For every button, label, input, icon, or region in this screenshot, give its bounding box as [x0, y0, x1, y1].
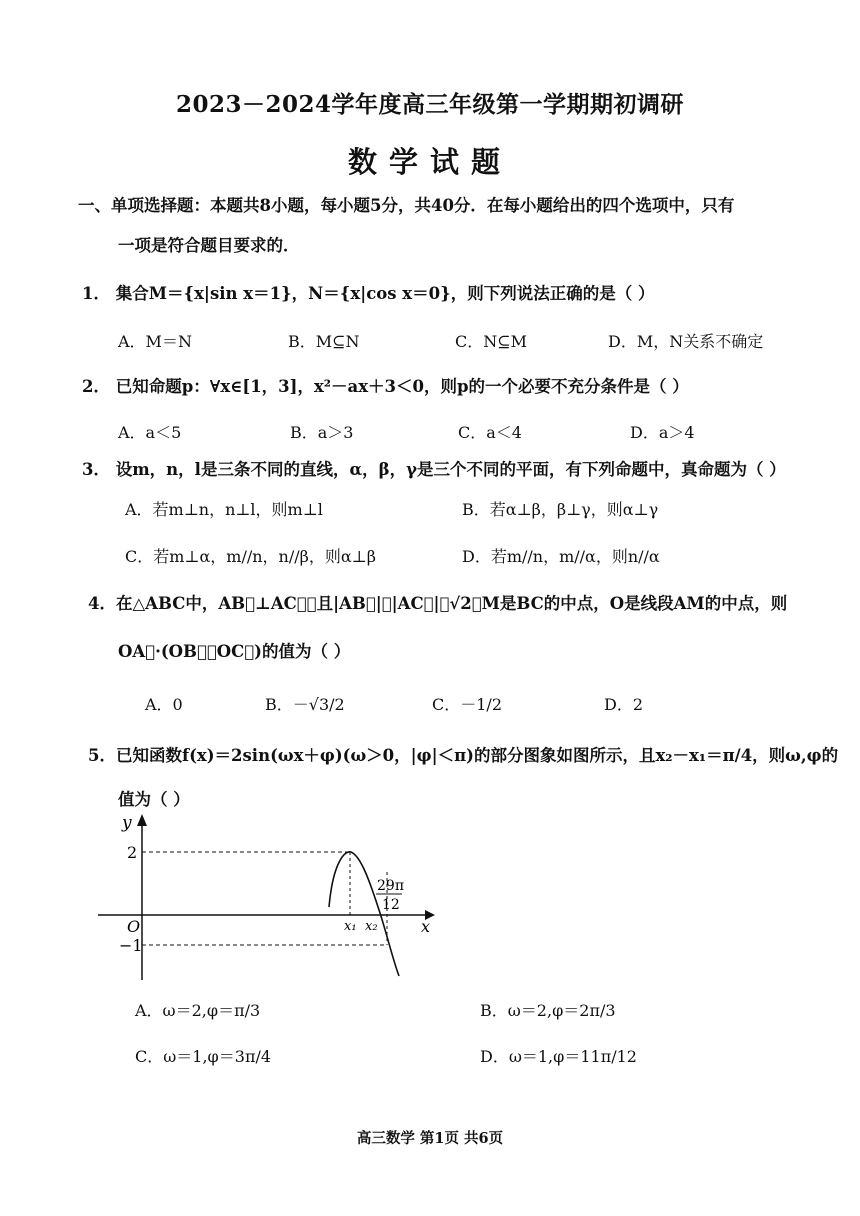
- y-label: y: [122, 813, 132, 833]
- q4-option-c: C．－1/2: [432, 695, 502, 714]
- subject-title: 数学试题: [347, 145, 512, 179]
- question-5-stem-line2: 值为（ ）: [118, 790, 190, 809]
- q4-option-d: D．2: [604, 695, 644, 714]
- origin-label: O: [127, 917, 141, 936]
- q1-option-a: A．M＝N: [118, 332, 192, 351]
- frac-denominator: 12: [382, 897, 400, 913]
- q1-option-b: B．M⊆N: [288, 332, 360, 351]
- q2-option-b: B．a＞3: [290, 423, 354, 442]
- x2-label: x₂: [365, 919, 378, 934]
- q2-option-a: A．a＜5: [118, 423, 182, 442]
- y-tick-neg1: −1: [119, 936, 143, 955]
- x1-label: x₁: [344, 919, 357, 934]
- question-4-stem: 4．在△ABC中，AB⃗⊥AC⃗，且|AB⃗|＝|AC⃗|＝√2，M是BC的中点，O是线段AM的中点，则: [88, 594, 788, 613]
- q5-option-a: A．ω＝2,φ＝π/3: [135, 1001, 261, 1020]
- q3-option-d: D．若m//n，m//α，则n//α: [462, 547, 660, 566]
- question-2-stem: 2． 已知命题p：∀x∈[1，3]，x²－ax＋3＜0，则p的一个必要不充分条件是（ ）: [82, 377, 689, 396]
- exam-title: 2023－2024学年度高三年级第一学期期初调研: [175, 91, 685, 118]
- q4-option-a: A．0: [145, 695, 183, 714]
- q3-option-c: C．若m⊥α，m//n，n//β，则α⊥β: [125, 547, 376, 566]
- page-footer: 高三数学 第1页 共6页: [356, 1130, 504, 1147]
- y-tick-2: 2: [127, 843, 138, 862]
- q2-option-d: D．a＞4: [630, 423, 695, 442]
- q3-option-b: B．若α⊥β，β⊥γ，则α⊥γ: [462, 500, 659, 519]
- x-label: x: [421, 917, 431, 936]
- q4-option-b: B．－√3/2: [265, 695, 345, 714]
- section-heading-line1: 一、单项选择题：本题共8小题，每小题5分，共40分．在每小题给出的四个选项中，只有: [78, 196, 735, 215]
- q1-option-c: C．N⊆M: [455, 332, 528, 351]
- q5-option-d: D．ω＝1,φ＝11π/12: [480, 1047, 637, 1066]
- section-heading-line2: 一项是符合题目要求的．: [118, 236, 300, 255]
- q3-option-a: A．若m⊥n，n⊥l，则m⊥l: [125, 500, 323, 519]
- question-1-stem: 1． 集合M＝{x|sin x＝1}，N＝{x|cos x＝0}，则下列说法正确的是（ ）: [82, 284, 655, 303]
- q5-option-b: B．ω＝2,φ＝2π/3: [480, 1001, 616, 1020]
- question-3-stem: 3． 设m，n，l是三条不同的直线，α，β，γ是三个不同的平面，有下列命题中，真命题为（ ）: [82, 460, 786, 479]
- q5-option-c: C．ω＝1,φ＝3π/4: [135, 1047, 272, 1066]
- function-graph: [95, 810, 440, 985]
- sine-curve: [329, 852, 399, 976]
- frac-numerator: 29π: [377, 878, 405, 894]
- q2-option-c: C．a＜4: [458, 423, 522, 442]
- question-4-stem-line2: OA⃗·(OB⃗＋OC⃗)的值为（ ）: [118, 642, 351, 661]
- question-5-stem: 5．已知函数f(x)＝2sin(ωx＋φ)(ω＞0，|φ|＜π)的部分图象如图所示，且x₂－x₁＝π/4，则ω,φ的: [88, 746, 839, 765]
- q1-option-d: D．M，N关系不确定: [608, 332, 764, 351]
- y-axis-arrow: [137, 814, 147, 826]
